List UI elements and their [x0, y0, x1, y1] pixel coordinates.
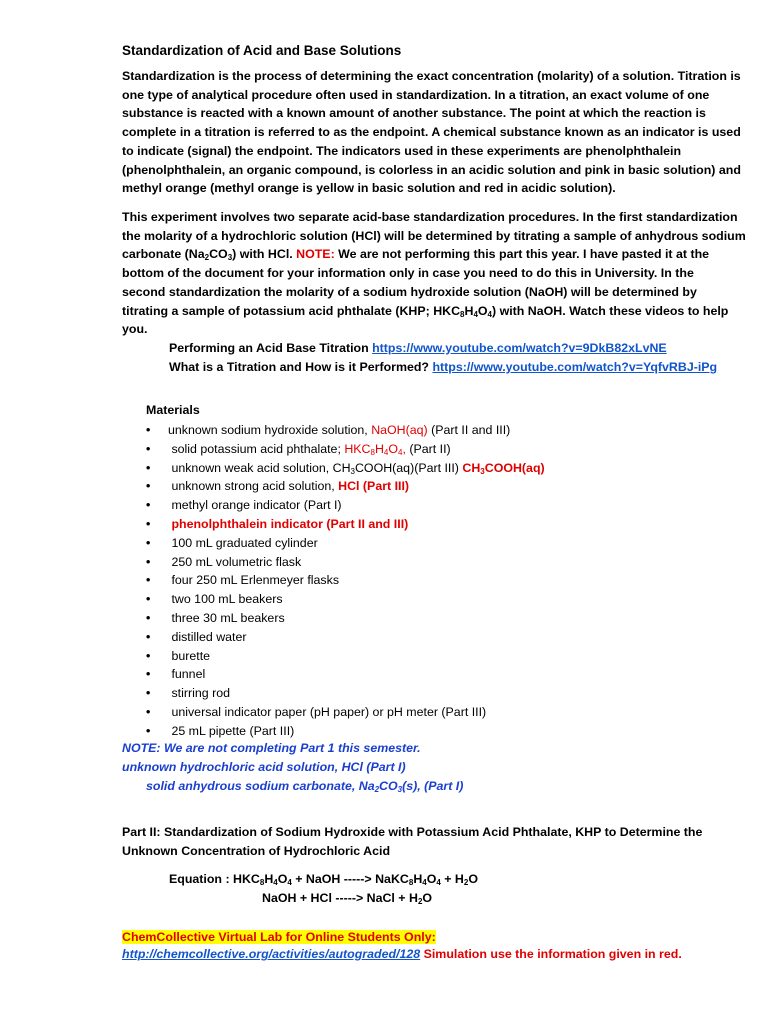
item-text: stirring rod [171, 686, 230, 701]
note-text: solid anhydrous sodium carbonate, Na [146, 779, 375, 793]
exp-text: H [464, 303, 474, 318]
list-item [146, 421, 706, 440]
formula-part: CH [462, 460, 481, 475]
subscript: 4 [487, 309, 492, 319]
list-item [146, 553, 706, 572]
exp-text: titrating a sample of potassium acid phthalate (KHP; HKC [122, 303, 461, 318]
bullet: • [146, 592, 151, 607]
bullet: • [146, 704, 151, 719]
eq-text: O [277, 872, 288, 886]
intro-line: to indicate (signal) the endpoint. The indicators used in these experiments are phenolphthalein [122, 143, 682, 158]
item-highlight [344, 442, 406, 456]
item-text: three 30 mL beakers [171, 610, 285, 625]
intro-line: (phenolphthalein, an organic compound, is colorless in an acidic solution and pink in basic solution) and [122, 162, 741, 177]
subscript: 3 [397, 785, 403, 794]
list-item [146, 496, 706, 515]
item-text: unknown sodium hydroxide solution, [168, 423, 372, 437]
virtual-lab-link[interactable]: http://chemcollective.org/activities/autograded/128 [122, 947, 421, 961]
item-text: universal indicator paper (pH paper) or pH meter (Part III) [171, 704, 487, 719]
bullet: • [146, 441, 151, 456]
eq-text: O [468, 872, 478, 886]
subscript: 2 [463, 878, 469, 887]
eq-text: H [413, 872, 423, 886]
subscript: 8 [259, 878, 265, 887]
subscript: 4 [383, 447, 389, 457]
eq-text: + NaOH -----> NaKC [291, 872, 409, 886]
bullet: • [146, 667, 151, 682]
item-text: two 100 mL beakers [171, 592, 283, 607]
formula-part: O [388, 441, 399, 456]
part2-heading: Unknown Concentration of Hydrochloric Acid [122, 844, 391, 858]
list-item [146, 628, 706, 647]
item-text: 250 mL volumetric flask [171, 554, 302, 569]
item-text: (Part II) [405, 441, 451, 456]
intro-paragraph [122, 67, 741, 198]
subscript: 3 [480, 466, 485, 476]
item-highlight: NaOH(aq) [371, 423, 428, 437]
simulation-note: Simulation use the information given in red. [420, 947, 682, 961]
list-item [146, 609, 706, 628]
formula-part: HKC [344, 441, 371, 456]
list-item [146, 665, 706, 684]
video-line-2 [169, 360, 717, 374]
bullet: • [146, 423, 151, 437]
bullet: • [146, 686, 151, 701]
eq-text: H [264, 872, 274, 886]
video-link-2[interactable]: https://www.youtube.com/watch?v=YqfvRBJ-iPg [432, 360, 718, 374]
part2-heading: Part II: Standardization of Sodium Hydroxide with Potassium Acid Phthalate, KHP to Determine the [122, 825, 703, 839]
subscript: 4 [422, 878, 427, 887]
list-item [146, 647, 706, 666]
list-item [146, 440, 706, 459]
intro-line: methyl orange (methyl orange is yellow in basic solution and red in acidic solution). [122, 181, 616, 196]
subscript: 2 [417, 897, 423, 906]
intro-line: Standardization is the process of determining the exact concentration (molarity) of a solution. Titration is [122, 69, 741, 83]
exp-line: the molarity of a hydrochloric solution (HCl) will be determined by titrating a sample of anhydrous sodium [122, 228, 746, 243]
item-highlight [462, 461, 544, 475]
exp-text: ) with HCl. [232, 247, 297, 262]
eq-text: O [422, 891, 433, 905]
virtual-lab-link-row [122, 947, 682, 961]
subscript: 8 [370, 447, 375, 457]
bullet: • [146, 498, 151, 513]
subscript: 4 [398, 447, 403, 457]
exp-line: This experiment involves two separate acid-base standardization procedures. In the first standardization [122, 210, 738, 224]
subscript: 4 [436, 878, 441, 887]
list-item [146, 571, 706, 590]
note-text: CO [379, 779, 398, 793]
note-label: NOTE: [296, 247, 335, 262]
exp-line: you. [122, 322, 148, 337]
intro-line: substance is reacted with a known amount of another substance. The point at which the reaction is [122, 106, 706, 121]
subscript: 2 [374, 785, 380, 794]
list-item [146, 477, 706, 496]
video-link-1[interactable]: https://www.youtube.com/watch?v=9DkB82xLvNE [372, 341, 667, 355]
part1-note-line [146, 779, 463, 793]
list-item [146, 703, 706, 722]
bullet: • [146, 535, 151, 550]
subscript: 4 [287, 878, 292, 887]
exp-text: CO [209, 247, 228, 262]
subscript: 3 [350, 466, 355, 476]
item-highlight: phenolphthalein indicator (Part II and III) [171, 516, 409, 531]
item-text: four 250 mL Erlenmeyer flasks [171, 573, 340, 588]
list-item [146, 590, 706, 609]
list-item [146, 534, 706, 553]
item-text: distilled water [171, 629, 247, 644]
exp-line [122, 302, 734, 321]
exp-text: O [477, 303, 488, 318]
intro-line: complete in a titration is referred to as the endpoint. A chemical substance known as an indicator is used [122, 125, 741, 140]
part1-note-line: unknown hydrochloric acid solution, HCl (Part I) [122, 760, 406, 774]
virtual-lab-heading: ChemCollective Virtual Lab for Online Students Only: [122, 930, 436, 944]
formula-part: , [402, 441, 406, 456]
bullet: • [146, 516, 151, 531]
item-text: COOH(aq)(Part III) [354, 460, 463, 475]
exp-text: We are not performing this part this year. I have pasted it at the [334, 247, 710, 262]
list-item [146, 722, 706, 741]
eq-text: + H [440, 872, 464, 886]
eq-text: NaOH + HCl -----> NaCl + H [262, 891, 418, 905]
subscript: 8 [408, 878, 414, 887]
subscript: 2 [204, 253, 210, 263]
subscript: 4 [273, 878, 278, 887]
item-text: 100 mL graduated cylinder [171, 535, 318, 550]
exp-text: carbonate (Na [122, 247, 205, 262]
subscript: 4 [473, 309, 478, 319]
formula-part: H [374, 441, 384, 456]
list-item [146, 684, 706, 703]
bullet: • [146, 723, 151, 738]
experiment-paragraph [122, 208, 746, 339]
exp-text: ) with NaOH. Watch these videos to help [492, 303, 729, 318]
materials-heading: Materials [146, 403, 200, 417]
item-text: burette [171, 648, 211, 663]
subscript: 8 [460, 309, 465, 319]
item-text: methyl orange indicator (Part I) [171, 498, 342, 513]
bullet: • [146, 648, 151, 663]
item-text: funnel [171, 667, 206, 682]
equation-2 [262, 891, 432, 905]
list-item [146, 459, 706, 478]
eq-text: O [426, 872, 437, 886]
eq-text: Equation : HKC [169, 872, 260, 886]
bullet: • [146, 479, 151, 494]
video-label: Performing an Acid Base Titration [169, 341, 373, 355]
exp-line [122, 245, 734, 264]
video-line-1 [169, 341, 667, 355]
virtual-lab-heading-row [122, 928, 436, 946]
part1-note-line: NOTE: We are not completing Part 1 this semester. [122, 741, 421, 755]
item-text: unknown weak acid solution, CH [171, 460, 351, 475]
bullet: • [146, 460, 151, 475]
item-text: unknown strong acid solution, [171, 479, 339, 494]
intro-line: one type of analytical procedure often used in standardization. In a titration, an exact volume of one [122, 87, 710, 102]
bullet: • [146, 610, 151, 625]
exp-line: bottom of the document for your information only in case you need to do this in University. In the [122, 266, 694, 281]
materials-list [146, 421, 706, 741]
item-text: solid potassium acid phthalate; [171, 441, 345, 456]
note-text: (s), (Part I) [402, 779, 464, 793]
bullet: • [146, 554, 151, 569]
bullet: • [146, 573, 151, 588]
bullet: • [146, 629, 151, 644]
item-text: (Part II and III) [427, 423, 511, 437]
equation-1 [169, 872, 478, 886]
list-item [146, 515, 706, 534]
item-text: 25 mL pipette (Part III) [171, 723, 295, 738]
item-highlight: HCl (Part III) [338, 479, 410, 494]
exp-line: second standardization the molarity of a sodium hydroxide solution (NaOH) will be determined by [122, 284, 697, 299]
formula-part: COOH(aq) [484, 460, 545, 475]
subscript: 3 [227, 253, 233, 263]
video-label: What is a Titration and How is it Performed? [169, 360, 433, 374]
document-title: Standardization of Acid and Base Solutions [122, 43, 402, 58]
